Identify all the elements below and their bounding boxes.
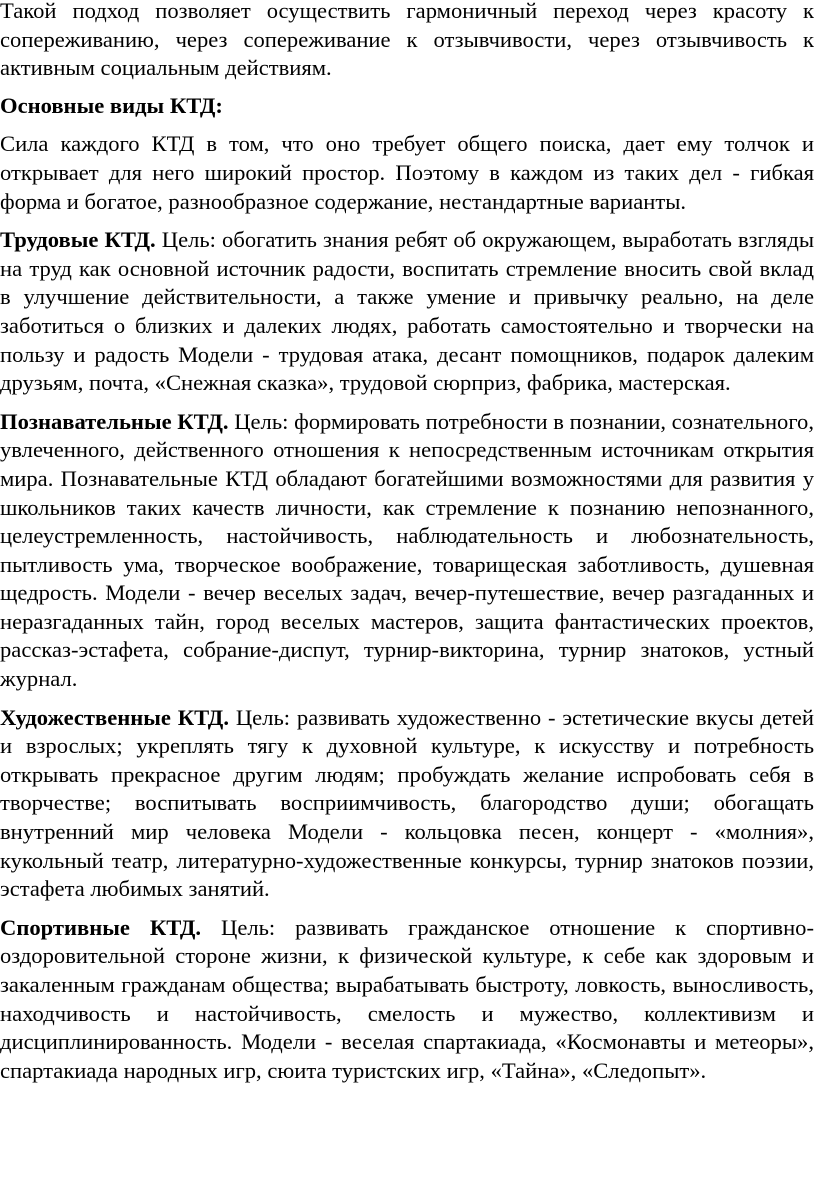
artistic-ktd-term: Художественные КТД.	[0, 704, 230, 730]
labor-ktd-text: Цель: обогатить знания ребят об окружающем, выработать взгляды на труд как основной источник радости, воспитать стремление вносить свой вклад в улучшение действительности, а также умение и привычку реально, на деле заботиться о близких и далеких людях, работать самостоятельно и творчески на пользу и радость Модели - трудовая атака, десант помощников, подарок далеким друзьям, почта, «Снежная сказка», трудовой сюрприз, фабрика, мастерская.	[0, 227, 814, 396]
artistic-ktd-paragraph	[0, 704, 814, 904]
cognitive-ktd-text: Цель: формировать потребности в познании, сознательного, увлеченного, действенного отношения к непосредственным источникам открытия мира. Познавательные КТД обладают богатейшими возможностями для развития у школьников таких качеств личности, как стремление к познанию непознанного, целеустремленность, настойчивость, наблюдательность и любознательность, пытливость ума, творческое воображение, товарищеская заботливость, душевная щедрость. Модели - вечер веселых задач, вечер-путешествие, вечер разгаданных и неразгаданных тайн, город веселых мастеров, защита фантастических проектов, рассказ-эстафета, собрание-диспут, турнир-викторина, турнир знатоков, устный журнал.	[0, 408, 814, 692]
artistic-ktd-text: Цель: развивать художественно - эстетические вкусы детей и взрослых; укреплять тягу к духовной культуре, к искусству и потребность открывать прекрасное другим людям; пробуждать желание испробовать себя в творчестве; воспитывать восприимчивость, благородство души; обогащать внутренний мир человека Модели - кольцовка песен, концерт - «молния», кукольный театр, литературно-художественные конкурсы, турнир знатоков поэзии, эстафета любимых занятий.	[0, 704, 815, 902]
sports-ktd-paragraph	[0, 914, 814, 1086]
intro-paragraph: Такой подход позволяет осуществить гармоничный переход через красоту к сопереживанию, через сопереживание к отзывчивости, через отзывчивость к активным социальным действиям.	[0, 0, 814, 81]
labor-ktd-paragraph	[0, 226, 814, 398]
labor-ktd-term: Трудовые КТД.	[0, 227, 156, 253]
section-heading: Основные виды КТД:	[0, 92, 223, 118]
sports-ktd-text: Цель: развивать гражданское отношение к спортивно-оздоровительной стороне жизни, к физической культуре, к себе как здоровым и закаленным гражданам общества; вырабатывать быстроту, ловкость, выносливость, находчивость и настойчивость, смелость и мужество, коллективизм и дисциплинированность. Модели - веселая спартакиада, «Космонавты и метеоры», спартакиада народных игр, сюита туристских игр, «Тайна», «Следопыт».	[0, 914, 814, 1083]
sports-ktd-term: Спортивные КТД.	[0, 914, 202, 940]
cognitive-ktd-term: Познавательные КТД.	[0, 408, 229, 434]
cognitive-ktd-paragraph	[0, 408, 814, 694]
overview-paragraph: Сила каждого КТД в том, что оно требует общего поиска, дает ему толчок и открывает для него широкий простор. Поэтому в каждом из таких дел - гибкая форма и богатое, разнообразное содержание, нестандартные варианты.	[0, 131, 814, 214]
